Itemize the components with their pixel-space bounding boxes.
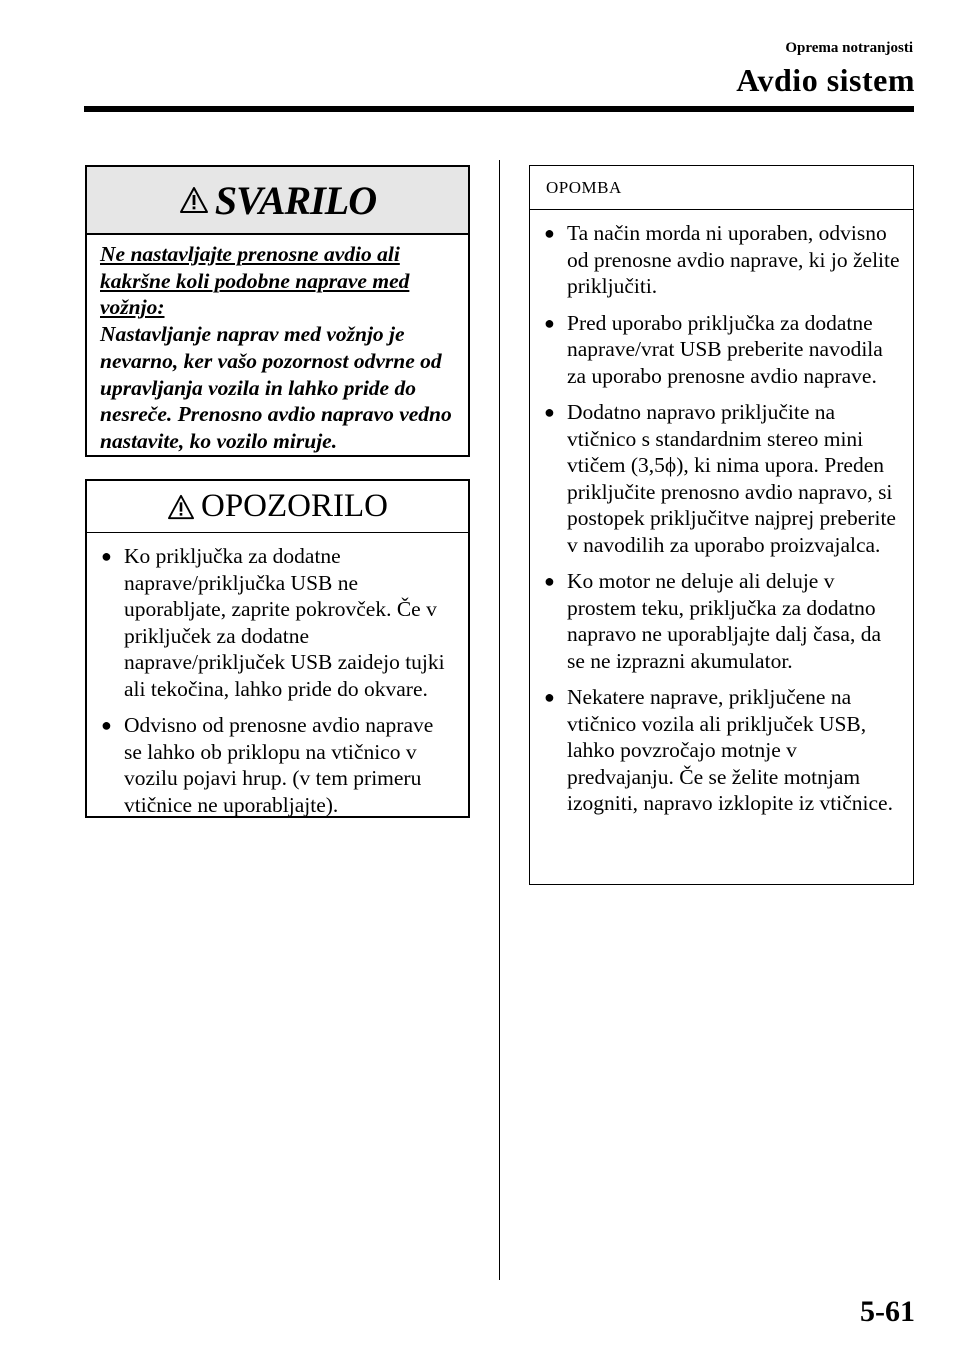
column-divider <box>499 160 500 1280</box>
list-item <box>101 543 456 702</box>
warning-box <box>85 165 470 457</box>
list-item <box>544 684 901 817</box>
note-title: OPOMBA <box>546 177 622 197</box>
bullet-icon: ● <box>544 687 555 707</box>
list-item <box>544 568 901 674</box>
list-item-text: Ko motor ne deluje ali deluje v prostem teku, priključka za dodatno napravo ne uporabljajte dalj časa, da se ne izprazni akumulator. <box>567 569 881 673</box>
caution-box <box>85 479 470 818</box>
warning-triangle-icon <box>167 494 195 520</box>
warning-body <box>87 235 468 455</box>
list-item-text: Ta način morda ni uporaben, odvisno od prenosne avdio naprave, ki jo želite priključiti. <box>567 221 900 298</box>
list-item <box>544 399 901 558</box>
section-name: Oprema notranjosti <box>785 40 913 56</box>
warning-lead: Ne nastavljajte prenosne avdio ali kakršne koli podobne naprave med vožnjo: <box>100 242 410 320</box>
header-rule <box>84 106 914 112</box>
note-box <box>529 165 914 885</box>
list-item <box>544 310 901 390</box>
caution-header <box>87 481 468 533</box>
note-header <box>530 166 913 210</box>
caution-title: OPOZORILO <box>201 488 388 524</box>
caution-body <box>87 533 468 818</box>
list-item-text: Dodatno napravo priključite na vtičnico s standardnim stereo mini vtičem (3,5ϕ), ki nima upora. Preden priključite prenosno avdio napravo, si postopek priključitve najprej preberite v navodilih za uporabo proizvajalca. <box>567 400 896 557</box>
list-item <box>101 712 456 818</box>
list-item-text: Ko priključka za dodatne naprave/priključka USB ne uporabljate, zaprite pokrovček. Če v priključek za dodatne naprave/priključek USB zaidejo tujki ali tekočina, lahko pride do okvare. <box>124 544 445 701</box>
warning-title: SVARILO <box>214 177 377 223</box>
warning-triangle-icon <box>179 186 209 214</box>
warning-text: Nastavljanje naprav med vožnjo je nevarno, ker vašo pozornost odvrne od upravljanja vozila in lahko pride do nesreče. Prenosno avdio napravo vedno nastavite, ko vozilo miruje. <box>100 322 452 453</box>
list-item-text: Odvisno od prenosne avdio naprave se lahko ob priklopu na vtičnico v vozilu pojavi hrup. (v tem primeru vtičnice ne uporabljajte). <box>124 713 434 817</box>
bullet-icon: ● <box>544 571 555 591</box>
list-item <box>544 220 901 300</box>
page-title: Avdio sistem <box>736 62 915 98</box>
list-item-text: Nekatere naprave, priključene na vtičnico vozila ali priključek USB, lahko povzročajo motnje v predvajanju. Če se želite motnjam izogniti, napravo izklopite iz vtičnice. <box>567 685 893 815</box>
list-item-text: Pred uporabo priključka za dodatne naprave/vrat USB preberite navodila za uporabo prenosne avdio naprave. <box>567 310 883 388</box>
bullet-icon: ● <box>544 312 555 333</box>
bullet-icon: ● <box>101 546 112 566</box>
note-body <box>530 210 913 817</box>
warning-header <box>87 167 468 235</box>
bullet-icon: ● <box>544 402 555 422</box>
bullet-icon: ● <box>101 715 112 735</box>
bullet-icon: ● <box>544 223 555 243</box>
page-number: 5-61 <box>860 1295 915 1328</box>
